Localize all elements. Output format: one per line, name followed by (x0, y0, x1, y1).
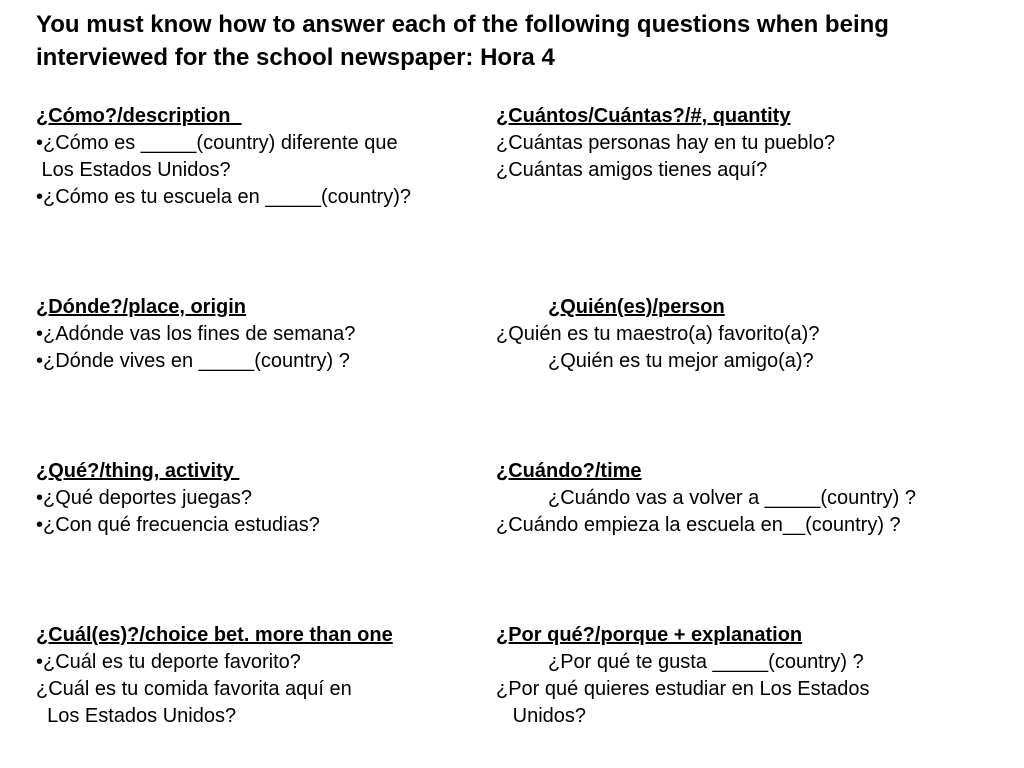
question-line: •¿Adónde vas los fines de semana? (36, 323, 356, 345)
question-line: Unidos? (496, 705, 587, 727)
question-line: ¿Quién es tu mejor amigo(a)? (548, 350, 814, 372)
question-line: •¿Qué deportes juegas? (36, 487, 253, 509)
section-heading-cuando: ¿Cuándo?/time (496, 460, 642, 482)
question-line: •¿Con qué frecuencia estudias? (36, 514, 320, 536)
question-line: ¿Por qué te gusta _____(country) ? (548, 651, 864, 673)
question-line: ¿Cuándo empieza la escuela en__(country) ? (496, 514, 901, 536)
section-heading-porque: ¿Por qué?/porque + explanation (496, 624, 803, 646)
question-line: •¿Dónde vives en _____(country) ? (36, 350, 350, 372)
question-line: •¿Cómo es tu escuela en _____(country)? (36, 186, 411, 208)
page-title: You must know how to answer each of the following questions when being interviewed for the school newspaper: Hora 4 (36, 11, 889, 71)
question-line: ¿Cuál es tu comida favorita aquí en (36, 678, 352, 700)
question-line: ¿Cuántas amigos tienes aquí? (496, 159, 768, 181)
question-line: ¿Cuándo vas a volver a _____(country) ? (548, 487, 916, 509)
section-heading-como: ¿Cómo?/description (36, 105, 242, 127)
section-heading-quien: ¿Quién(es)/person (548, 296, 725, 318)
question-line: ¿Por qué quieres estudiar en Los Estados (496, 678, 870, 700)
section-heading-que: ¿Qué?/thing, activity (36, 460, 240, 482)
question-line: Los Estados Unidos? (36, 705, 237, 727)
question-line: •¿Cómo es _____(country) diferente que (36, 132, 398, 154)
question-line: ¿Quién es tu maestro(a) favorito(a)? (496, 323, 820, 345)
section-heading-donde: ¿Dónde?/place, origin (36, 296, 247, 318)
question-line: •¿Cuál es tu deporte favorito? (36, 651, 301, 673)
section-heading-cual: ¿Cuál(es)?/choice bet. more than one (36, 624, 393, 646)
question-line: Los Estados Unidos? (36, 159, 231, 181)
question-line: ¿Cuántas personas hay en tu pueblo? (496, 132, 836, 154)
section-heading-cuantos: ¿Cuántos/Cuántas?/#, quantity (496, 105, 791, 127)
